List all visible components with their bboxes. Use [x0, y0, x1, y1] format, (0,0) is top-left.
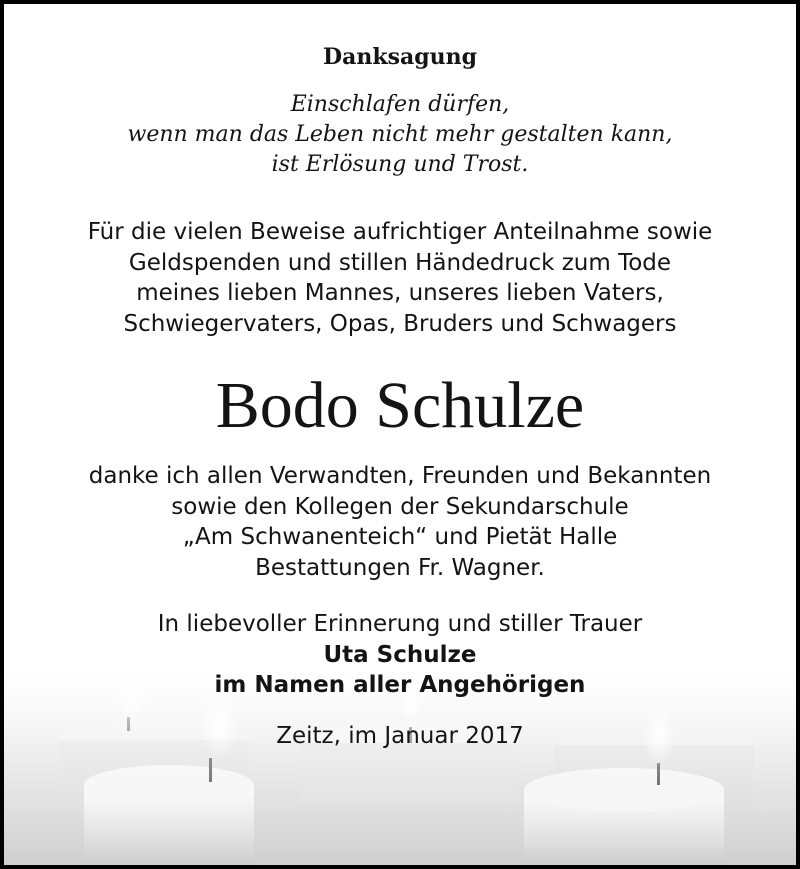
verse-line: ist Erlösung und Trost. [271, 152, 529, 177]
thanks-line: Bestattungen Fr. Wagner. [255, 554, 545, 581]
closing-block [4, 609, 796, 701]
intro-line: Geldspenden und stillen Händedruck zum Tode [128, 249, 672, 276]
thanks-line: sowie den Kollegen der Sekundarschule [171, 493, 629, 520]
deceased-name: Bodo Schulze [215, 369, 585, 442]
place-date: Zeitz, im Januar 2017 [276, 723, 524, 749]
notice-title: Danksagung [323, 44, 477, 70]
verse-line: Einschlafen dürfen, [290, 92, 510, 117]
intro-paragraph [4, 217, 796, 339]
signer-name: Uta Schulze [323, 641, 477, 668]
thanks-paragraph [4, 461, 796, 583]
verse [4, 90, 796, 180]
thanks-line: „Am Schwanenteich“ und Pietät Halle [182, 524, 618, 550]
intro-line: Schwiegervaters, Opas, Bruders und Schwagers [123, 310, 677, 337]
verse-line: wenn man das Leben nicht mehr gestalten kann, [127, 122, 673, 147]
intro-line: meines lieben Mannes, unseres lieben Vaters, [136, 280, 664, 306]
signer-note: im Namen aller Angehörigen [214, 672, 586, 698]
closing-line: In liebevoller Erinnerung und stiller Trauer [157, 611, 643, 637]
intro-line: Für die vielen Beweise aufrichtiger Anteilnahme sowie [87, 219, 713, 245]
thanks-line: danke ich allen Verwandten, Freunden und Bekannten [88, 463, 712, 489]
